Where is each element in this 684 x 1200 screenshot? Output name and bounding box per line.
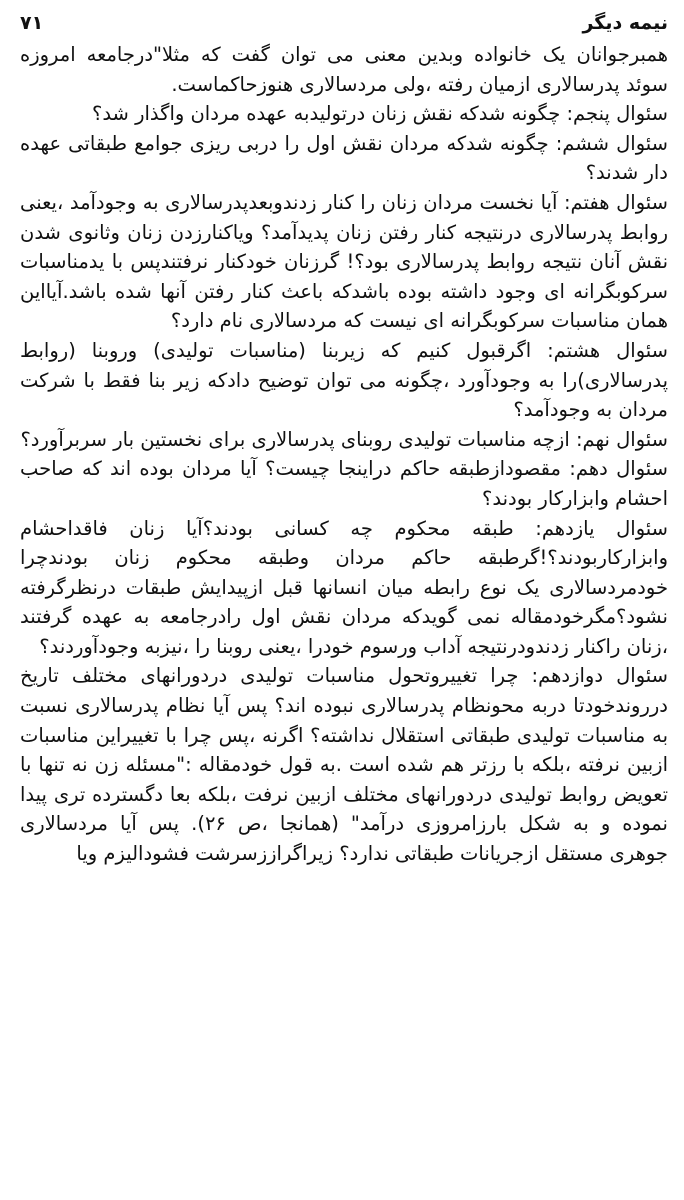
paragraph-question-12: سئوال دوازدهم: چرا تغییروتحول مناسبات تولیدی دردورانهای مختلف تاریخ درروندخودتا دربه محونظام پدرسالاری نبوده اند؟ پس آیا نظام پدرسالاری نسبت به مناسبات تولیدی طبقاتی استقلال نداشته؟ اگرنه ،پس چرا با تغییراین مناسبات ازبین نرفته ،بلکه با رزتر هم شده است .به قول خودمقاله :"مسئله زن نه تنها با تعویض روابط تولیدی دردورانهای مختلف ازبین نرفت ،بلکه بعا دگسترده تری پیدا نموده و به شکل بارزامروزی درآمد" (همانجا ،ص ۲۶). پس آیا مردسالاری جوهری مستقل ازجریانات طبقاتی ندارد؟ زیراگراززسرشت فشودالیزم ویا: [20, 664, 668, 866]
paragraph-question-8: سئوال هشتم: اگرقبول کنیم که زیربنا (مناسبات تولیدی) وروبنا (روابط پدرسالاری)را به وجودآورد ،چگونه می توان توضیح دادکه زیر بنا فقط با شرکت مردان به وجودآمد؟: [20, 338, 668, 422]
paragraph-question-7: سئوال هفتم: آیا نخست مردان زنان را کنار زدندوبعدپدرسالاری به وجودآمد ،یعنی روابط پدرسالاری درنتیجه کنار رفتن زنان پدیدآمد؟ ویاکنارزدن زنان وثانوی شدن نقش آنان نتیجه روابط پدرسالاری بود؟! گرزنان خودکنار نرفتندپس با یدمناسبات سرکوبگرانه ای وجود داشته بوده باشدکه باعث کنار رفتن آنها شده باشد.آیااین همان مناسبات سرکوبگرانه ای نیست که مردسالاری نام دارد؟: [20, 190, 668, 333]
running-title: نیمه دیگر: [582, 12, 668, 34]
paragraph-question-11: سئوال یازدهم: طبقه محکوم چه کسانی بودند؟آیا زنان فاقداحشام وابزارکاربودند؟!گرطبقه حاکم مردان وطبقه محکوم زنان بودندچرا خودمردسالاری یک نوع رابطه میان انسانها قبل ازپیدایش طبقات درنظرگرفته نشود؟مگرخودمقاله نمی گویدکه مردان نقش اول رادرجامعه به عهده گرفتند ،زنان راکنار زدندودرنتیجه آداب ورسوم خودرا ،یعنی روبنا را ،نیزبه وجودآوردند؟: [20, 516, 668, 658]
paragraph-intro: همبرجوانان یک خانواده وبدین معنی می توان گفت که مثلا"درجامعه امروزه سوئد پدرسالاری ازمیان رفته ،ولی مردسالاری هنوزحاکماست.: [20, 43, 668, 96]
paragraph-question-9: سئوال نهم: ازچه مناسبات تولیدی روبنای پدرسالاری برای نخستین بار سربرآورد؟: [20, 427, 668, 451]
page-body: [20, 40, 668, 869]
paragraph-question-6: سئوال ششم: چگونه شدکه مردان نقش اول را دربی ریزی جوامع طبقاتی عهده دار شدند؟: [20, 131, 668, 185]
page-number: ۷۱: [20, 12, 44, 34]
paragraph-question-10: سئوال دهم: مقصودازطبقه حاکم دراینجا چیست؟ آیا مردان بوده اند که صاحب احشام وابزارکار بودند؟: [20, 457, 668, 510]
page-header: [20, 6, 668, 40]
paragraph-question-5: سئوال پنجم: چگونه شدکه نقش زنان درتولیدبه عهده مردان واگذار شد؟: [91, 102, 668, 126]
